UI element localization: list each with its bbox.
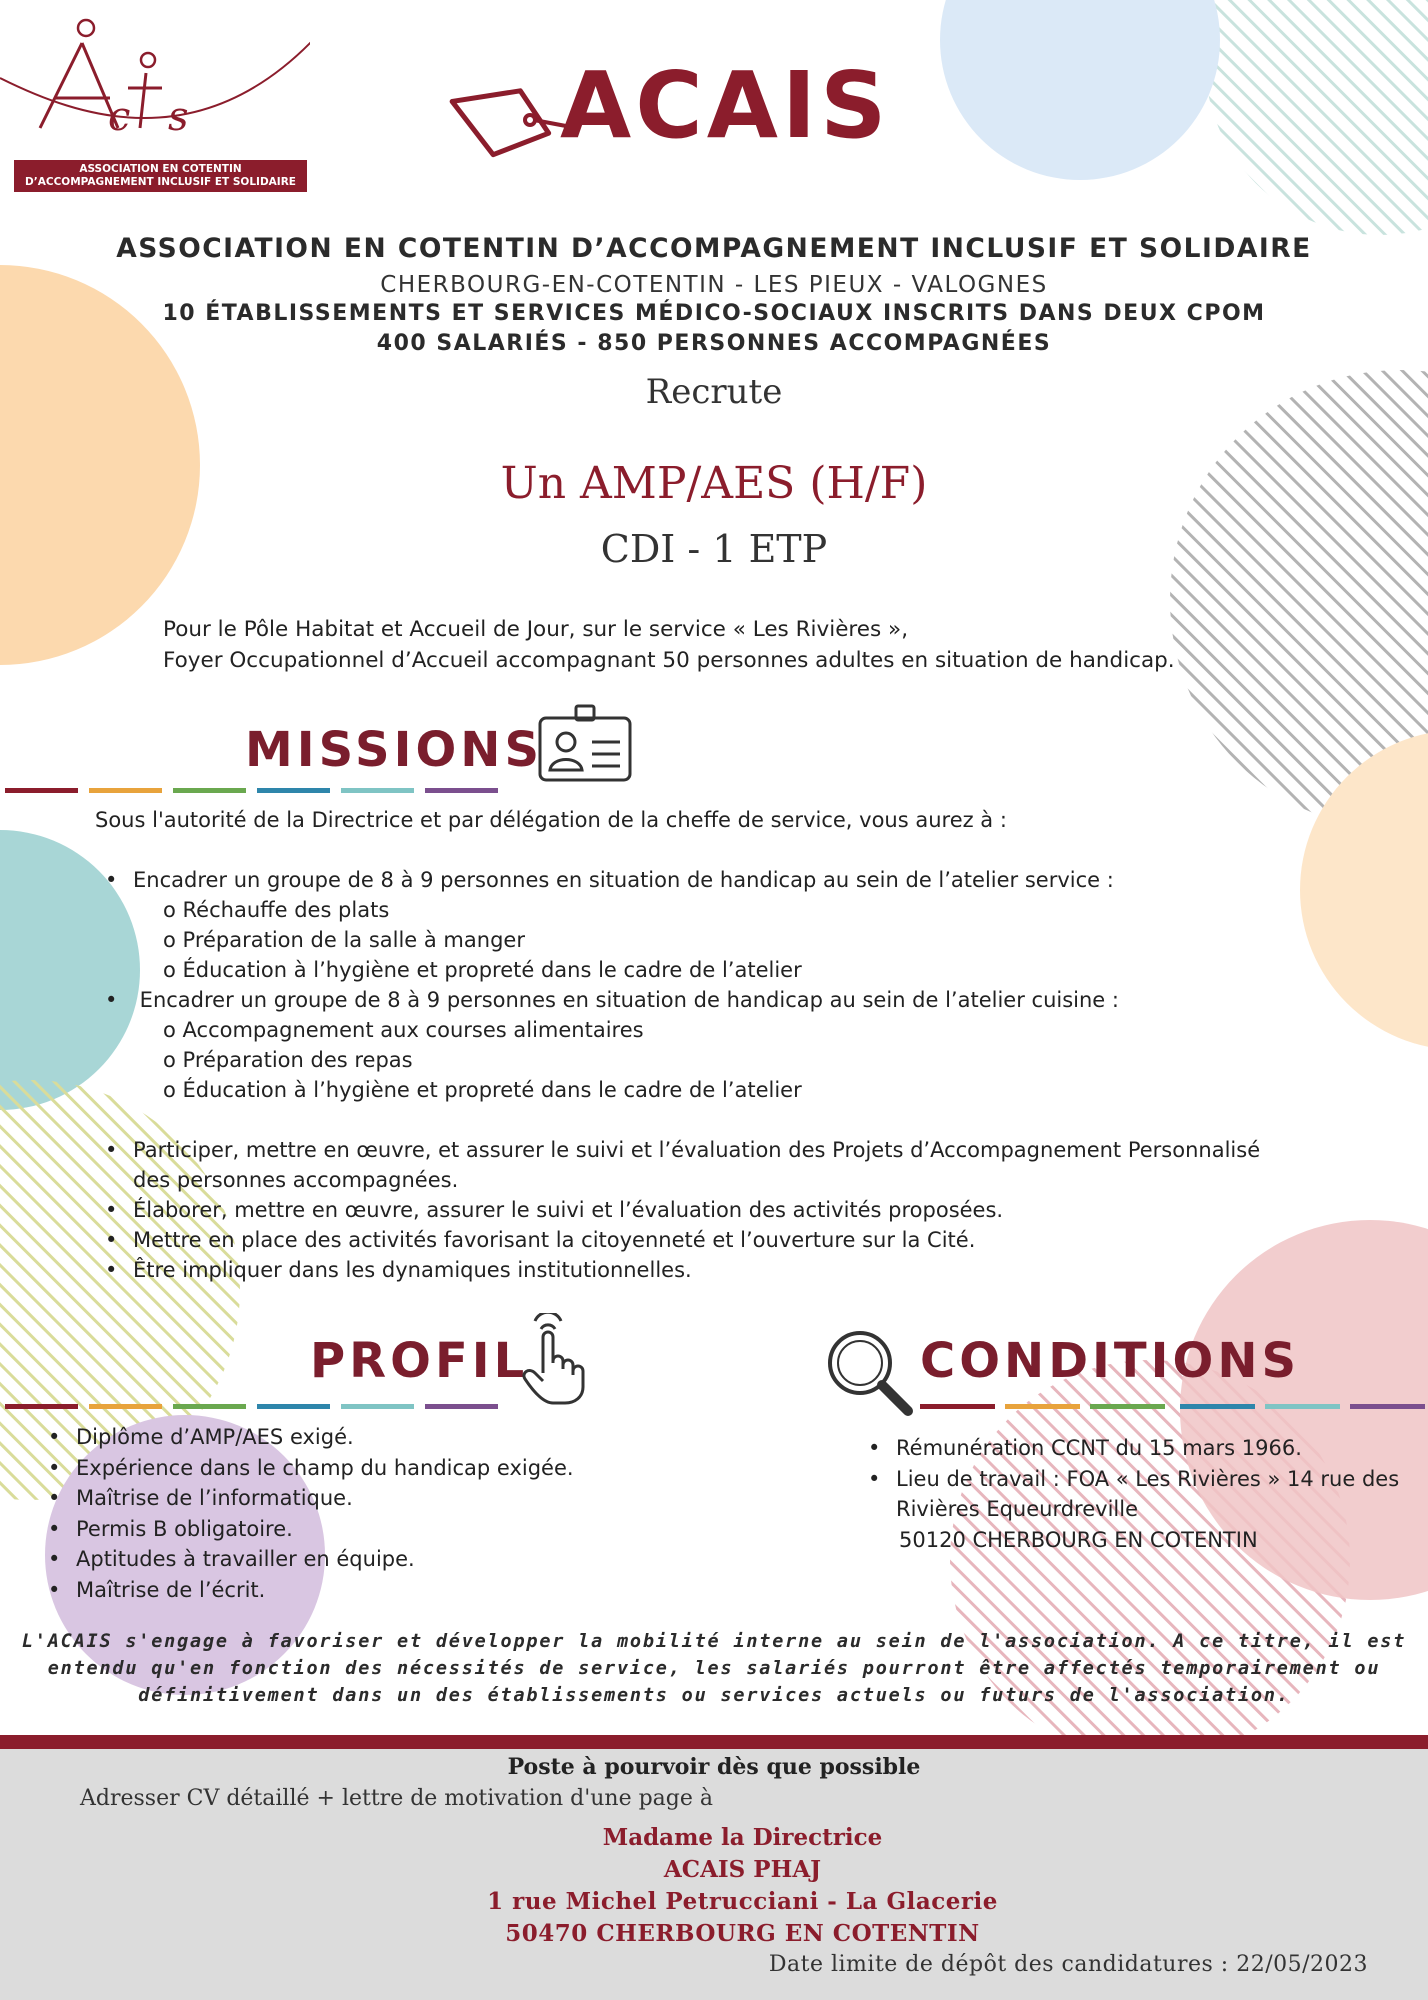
list-item (38, 1453, 638, 1484)
logo (0, 8, 310, 193)
footer-top-bar (0, 1735, 1428, 1749)
list-item: o Préparation des repas (163, 1048, 413, 1072)
deadline: Date limite de dépôt des candidatures : 22/05/2023 (768, 1952, 1368, 1977)
recipient-street: 1 rue Michel Petrucciani - La Glacerie (487, 1888, 998, 1915)
stats-establishments: 10 ÉTABLISSEMENTS ET SERVICES MÉDICO-SOCIAUX INSCRITS DANS DEUX CPOM (162, 301, 1266, 326)
list-item (38, 1514, 638, 1545)
conditions-text: Rivières Equeurdreville (896, 1497, 1138, 1521)
svg-text:c: c (108, 94, 131, 140)
job-intro-line: Foyer Occupationnel d’Accueil accompagnant 50 personnes adultes en situation de handicap. (163, 648, 1175, 673)
mobility-line: L'ACAIS s'engage à favoriser et développer la mobilité interne au sein de l'association. A ce titre, il est (21, 1631, 1407, 1652)
list-item (38, 1422, 638, 1453)
list-item (95, 985, 1375, 1015)
list-item (858, 1464, 1418, 1556)
recipient-org: ACAIS PHAJ (663, 1856, 822, 1883)
availability: Poste à pourvoir dès que possible (507, 1754, 921, 1780)
conditions-list (858, 1433, 1418, 1555)
send-instructions: Adresser CV détaillé + lettre de motivation d'une page à (80, 1786, 714, 1811)
list-item (95, 1195, 1375, 1225)
conditions-text: Rémunération CCNT du 15 mars 1966. (896, 1436, 1302, 1460)
list-item: o Accompagnement aux courses alimentaires (163, 1018, 644, 1042)
profil-text: Maîtrise de l’écrit. (76, 1577, 266, 1602)
contract-type: CDI - 1 ETP (600, 527, 828, 571)
logo-tagline: D’ACCOMPAGNEMENT INCLUSIF ET SOLIDAIRE (25, 176, 296, 188)
locations: CHERBOURG-EN-COTENTIN - LES PIEUX - VALOGNES (380, 272, 1048, 298)
mobility-line: définitivement dans un des établissements ou services actuels ou futurs de l'association. (138, 1685, 1290, 1706)
pointing-hand-icon (515, 1313, 585, 1408)
list-item (38, 1483, 638, 1514)
mission-text: Élaborer, mettre en œuvre, assurer le suivi et l’évaluation des activités proposées. (133, 1198, 1004, 1222)
list-item (95, 1135, 1375, 1195)
logo-tagline: ASSOCIATION EN COTENTIN (79, 163, 242, 175)
list-item (38, 1544, 638, 1575)
profil-text: Diplôme d’AMP/AES exigé. (76, 1425, 354, 1449)
recipient: Madame la Directrice (602, 1824, 883, 1851)
list-item (858, 1433, 1418, 1464)
conditions-title: CONDITIONS (920, 1333, 1301, 1389)
missions-list (95, 865, 1375, 1285)
mission-text: Mettre en place des activités favorisant la citoyenneté et l’ouverture sur la Cité. (133, 1228, 976, 1252)
mobility-note (0, 1628, 1428, 1709)
profil-title: PROFIL (310, 1333, 529, 1389)
mobility-line: entendu qu'en fonction des nécessités de service, les salariés pourront être affectés temporairement ou (47, 1658, 1381, 1679)
profil-text: Aptitudes à travailler en équipe. (76, 1547, 415, 1571)
stripe-circle (1205, 0, 1428, 235)
list-item (38, 1575, 638, 1606)
list-item: o Réchauffe des plats (163, 898, 390, 922)
mission-text: Encadrer un groupe de 8 à 9 personnes en situation de handicap au sein de l’atelier cuisine : (133, 988, 1119, 1012)
list-item (95, 865, 1375, 895)
conditions-text: 50120 CHERBOURG EN COTENTIN (899, 1527, 1258, 1552)
list-item: o Préparation de la salle à manger (163, 928, 525, 952)
price-tag-icon (438, 80, 568, 160)
job-title: Un AMP/AES (H/F) (500, 458, 928, 509)
recruits-label: Recrute (645, 372, 783, 412)
blue-circle (940, 0, 1220, 180)
stats-employees: 400 SALARIÉS - 850 PERSONNES ACCOMPAGNÉES (376, 331, 1052, 356)
magnifier-icon (822, 1325, 922, 1420)
mission-text: • Participer, mettre en œuvre, et assurer le suivi et l’évaluation des Projets d’Accompagnement Personnalisé (133, 1138, 1261, 1162)
missions-lead: Sous l'autorité de la Directrice et par délégation de la cheffe de service, vous aurez à : (95, 808, 1007, 832)
profil-list (38, 1422, 638, 1605)
job-intro (163, 614, 1175, 676)
profil-text: Permis B obligatoire. (76, 1516, 293, 1541)
svg-text:s: s (168, 94, 189, 140)
mission-text: Être impliquer dans les dynamiques institutionnelles. (133, 1258, 692, 1282)
list-item (95, 1225, 1375, 1255)
profil-text: Expérience dans le champ du handicap exigée. (76, 1455, 574, 1480)
list-item: o Éducation à l’hygiène et propreté dans le cadre de l’atelier (163, 1078, 802, 1102)
job-intro-line: Pour le Pôle Habitat et Accueil de Jour, sur le service « Les Rivières », (163, 617, 909, 642)
logo-mark (0, 8, 310, 168)
conditions-text: • Lieu de travail : FOA « Les Rivières » 14 rue des (896, 1466, 1400, 1491)
id-badge-icon (536, 704, 636, 784)
mission-text: Encadrer un groupe de 8 à 9 personnes en situation de handicap au sein de l’atelier service : (133, 868, 1114, 892)
profil-text: Maîtrise de l’informatique. (76, 1486, 353, 1510)
missions-title: MISSIONS (245, 722, 544, 778)
mission-text: des personnes accompagnées. (133, 1168, 459, 1192)
list-item: o Éducation à l’hygiène et propreté dans le cadre de l’atelier (163, 958, 802, 982)
list-item (95, 1255, 1375, 1285)
association-full-name: ASSOCIATION EN COTENTIN D’ACCOMPAGNEMENT INCLUSIF ET SOLIDAIRE (116, 233, 1312, 264)
brand-name: ACAIS (560, 52, 891, 159)
recipient-city: 50470 CHERBOURG EN COTENTIN (505, 1920, 980, 1947)
